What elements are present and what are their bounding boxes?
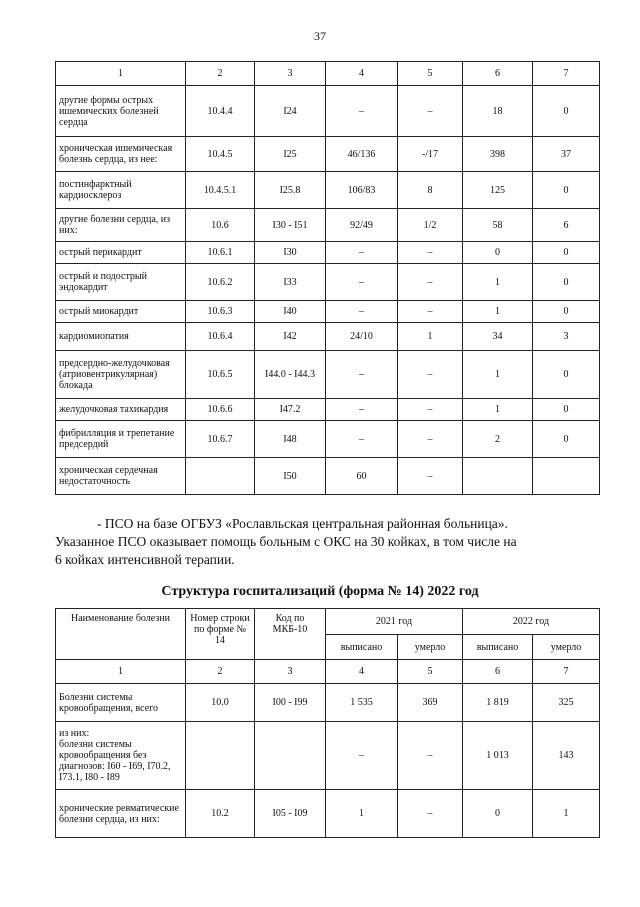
value-cell (186, 722, 255, 790)
value-cell (463, 458, 533, 495)
value-cell: – (398, 264, 463, 301)
column-number: 7 (533, 660, 600, 684)
value-cell: 0 (533, 86, 600, 137)
value-cell: 18 (463, 86, 533, 137)
value-cell: 24/10 (326, 323, 398, 351)
column-number-row (56, 660, 600, 684)
column-number: 5 (398, 62, 463, 86)
value-cell: – (398, 301, 463, 323)
value-cell: – (326, 351, 398, 399)
cardio-diseases-table (55, 61, 600, 495)
header-died-2022: умерло (533, 635, 600, 660)
value-cell: – (326, 399, 398, 421)
value-cell: 10.6.3 (186, 301, 255, 323)
value-cell: 106/83 (326, 172, 398, 209)
value-cell: I30 (255, 242, 326, 264)
value-cell: 0 (533, 421, 600, 458)
value-cell: I44.0 - I44.3 (255, 351, 326, 399)
value-cell: I40 (255, 301, 326, 323)
value-cell: 10.6.7 (186, 421, 255, 458)
header-disease-name: Наименование болезни (56, 609, 186, 660)
header-row-number: Номер строки по форме № 14 (186, 609, 255, 660)
header-died-2021: умерло (398, 635, 463, 660)
disease-name-cell: кардиомиопатия (56, 323, 186, 351)
value-cell: 8 (398, 172, 463, 209)
column-number: 6 (463, 62, 533, 86)
value-cell: 0 (533, 351, 600, 399)
column-number: 4 (326, 660, 398, 684)
value-cell: I25.8 (255, 172, 326, 209)
value-cell: 0 (463, 242, 533, 264)
value-cell: – (326, 242, 398, 264)
value-cell: 1 (533, 790, 600, 838)
value-cell: 10.6.1 (186, 242, 255, 264)
column-number: 3 (255, 62, 326, 86)
value-cell: – (326, 301, 398, 323)
value-cell: 10.6.6 (186, 399, 255, 421)
pso-paragraph-line1: - ПСО на базе ОГБУЗ «Рославльская центральная районная больница». (97, 516, 508, 531)
value-cell: 1 (463, 301, 533, 323)
disease-name-cell: острый перикардит (56, 242, 186, 264)
table-row (56, 684, 600, 722)
disease-name-cell: другие болезни сердца, из них: (56, 209, 186, 242)
value-cell: – (326, 722, 398, 790)
value-cell: 1 535 (326, 684, 398, 722)
table-row (56, 323, 600, 351)
value-cell: 1/2 (398, 209, 463, 242)
header-year-2021: 2021 год (326, 609, 463, 635)
column-number: 3 (255, 660, 326, 684)
header-discharged-2022: выписано (463, 635, 533, 660)
value-cell: – (398, 722, 463, 790)
value-cell: 398 (463, 137, 533, 172)
section-title: Структура госпитализаций (форма № 14) 2022 год (161, 584, 479, 599)
value-cell (255, 722, 326, 790)
disease-name-cell: фибрилляция и трепетание предсердий (56, 421, 186, 458)
disease-name-cell: предсердно-желудочковая (атриовентрикулярная) блокада (56, 351, 186, 399)
value-cell: – (398, 421, 463, 458)
column-number: 7 (533, 62, 600, 86)
value-cell: I50 (255, 458, 326, 495)
column-number: 4 (326, 62, 398, 86)
value-cell: 0 (533, 301, 600, 323)
value-cell: 1 (463, 399, 533, 421)
table-row (56, 351, 600, 399)
value-cell: 0 (533, 399, 600, 421)
value-cell: 10.6.4 (186, 323, 255, 351)
value-cell: – (398, 458, 463, 495)
table-row (56, 722, 600, 790)
header-year-2022: 2022 год (463, 609, 600, 635)
value-cell: 58 (463, 209, 533, 242)
value-cell: 10.4.5.1 (186, 172, 255, 209)
value-cell: 1 819 (463, 684, 533, 722)
table-row (56, 421, 600, 458)
value-cell: I47.2 (255, 399, 326, 421)
value-cell: 10.4.4 (186, 86, 255, 137)
pso-paragraph-line3: 6 койках интенсивной терапии. (55, 552, 235, 567)
column-number: 2 (186, 62, 255, 86)
value-cell: 10.6.2 (186, 264, 255, 301)
value-cell: I25 (255, 137, 326, 172)
value-cell: 0 (463, 790, 533, 838)
value-cell: 92/49 (326, 209, 398, 242)
disease-name-cell: постинфарктный кардиосклероз (56, 172, 186, 209)
value-cell: – (326, 421, 398, 458)
column-number: 2 (186, 660, 255, 684)
value-cell: 1 (398, 323, 463, 351)
header-discharged-2021: выписано (326, 635, 398, 660)
column-number: 5 (398, 660, 463, 684)
value-cell (186, 458, 255, 495)
value-cell: 125 (463, 172, 533, 209)
table-row (56, 172, 600, 209)
value-cell: I42 (255, 323, 326, 351)
table-row (56, 209, 600, 242)
value-cell: 10.6.5 (186, 351, 255, 399)
hospitalization-structure-table (55, 608, 600, 838)
value-cell: I05 - I09 (255, 790, 326, 838)
disease-name-cell: Болезни системы кровообращения, всего (56, 684, 186, 722)
value-cell: – (398, 242, 463, 264)
disease-name-cell: из них: болезни системы кровообращения без диагнозов: I60 - I69, I70.2, I73.1, I80 - I89 (56, 722, 186, 790)
column-number: 1 (56, 660, 186, 684)
value-cell: – (326, 86, 398, 137)
table-row (56, 86, 600, 137)
value-cell: – (398, 351, 463, 399)
table-row (56, 242, 600, 264)
value-cell: 10.4.5 (186, 137, 255, 172)
value-cell: 37 (533, 137, 600, 172)
value-cell: -/17 (398, 137, 463, 172)
table-row (56, 399, 600, 421)
value-cell: 10.0 (186, 684, 255, 722)
table-row (56, 790, 600, 838)
disease-name-cell: хронические ревматические болезни сердца, из них: (56, 790, 186, 838)
value-cell: I00 - I99 (255, 684, 326, 722)
value-cell: – (326, 264, 398, 301)
value-cell (533, 458, 600, 495)
value-cell: I33 (255, 264, 326, 301)
pso-paragraph-line2: Указанное ПСО оказывает помощь больным с ОКС на 30 койках, в том числе на (55, 534, 517, 549)
table-row (56, 137, 600, 172)
disease-name-cell: желудочковая тахикардия (56, 399, 186, 421)
value-cell: 0 (533, 172, 600, 209)
table-row (56, 264, 600, 301)
table-row (56, 458, 600, 495)
value-cell: 0 (533, 242, 600, 264)
value-cell: 1 (463, 351, 533, 399)
column-number: 1 (56, 62, 186, 86)
value-cell: 1 (463, 264, 533, 301)
column-number: 6 (463, 660, 533, 684)
value-cell: 325 (533, 684, 600, 722)
header-icd-code: Код по МКБ-10 (255, 609, 326, 660)
value-cell: – (398, 86, 463, 137)
value-cell: 34 (463, 323, 533, 351)
disease-name-cell: хроническая ишемическая болезнь сердца, из нее: (56, 137, 186, 172)
value-cell: 10.6 (186, 209, 255, 242)
value-cell: – (398, 790, 463, 838)
value-cell: 143 (533, 722, 600, 790)
table-header-row (56, 62, 600, 86)
disease-name-cell: хроническая сердечная недостаточность (56, 458, 186, 495)
value-cell: 46/136 (326, 137, 398, 172)
value-cell: 10.2 (186, 790, 255, 838)
value-cell: 60 (326, 458, 398, 495)
table-row (56, 301, 600, 323)
value-cell: I48 (255, 421, 326, 458)
value-cell: 1 013 (463, 722, 533, 790)
value-cell: 6 (533, 209, 600, 242)
value-cell: 369 (398, 684, 463, 722)
value-cell: 0 (533, 264, 600, 301)
disease-name-cell: другие формы острых ишемических болезней сердца (56, 86, 186, 137)
value-cell: I24 (255, 86, 326, 137)
value-cell: 2 (463, 421, 533, 458)
value-cell: I30 - I51 (255, 209, 326, 242)
disease-name-cell: острый и подострый эндокардит (56, 264, 186, 301)
disease-name-cell: острый миокардит (56, 301, 186, 323)
value-cell: 1 (326, 790, 398, 838)
value-cell: 3 (533, 323, 600, 351)
value-cell: – (398, 399, 463, 421)
page-number: 37 (314, 29, 326, 43)
